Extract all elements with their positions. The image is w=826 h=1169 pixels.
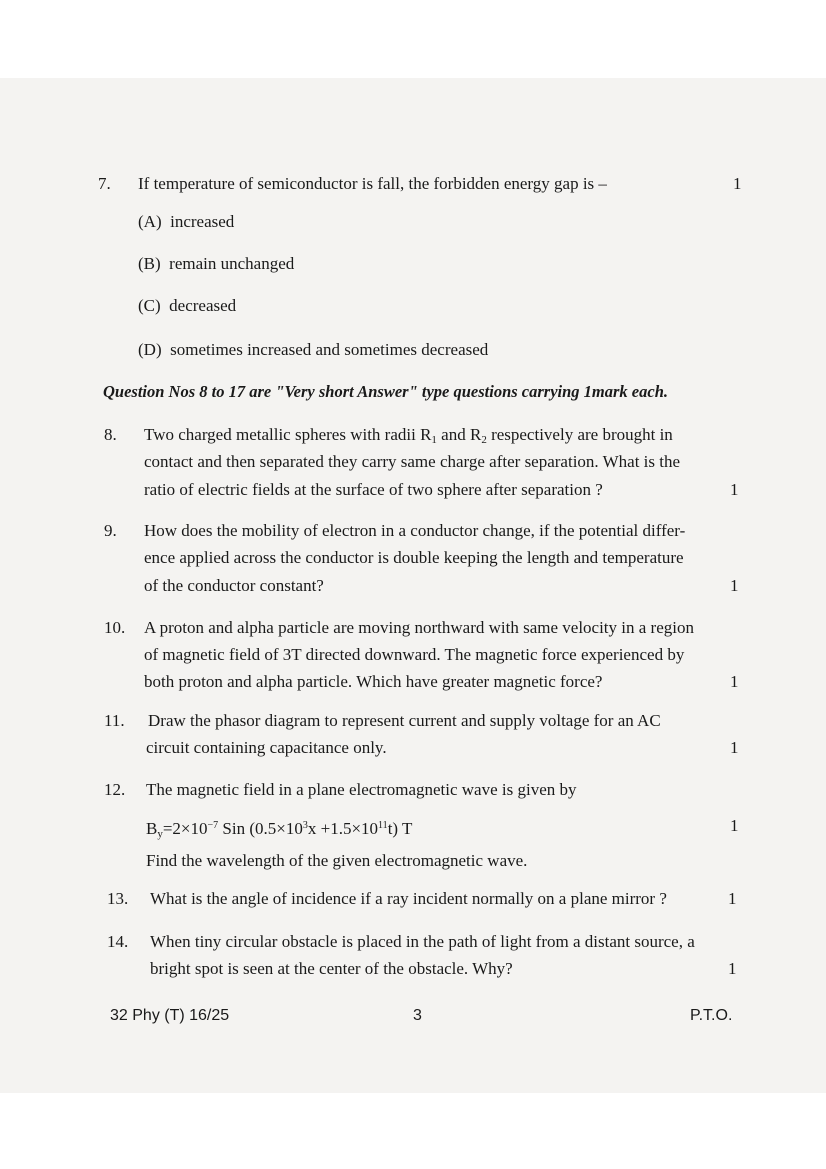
q14-mark: 1: [728, 959, 737, 978]
q10-line1: A proton and alpha particle are moving northward with same velocity in a region: [144, 618, 694, 637]
q7-option-b: [138, 254, 294, 274]
q13-line1: What is the angle of incidence if a ray incident normally on a plane mirror ?: [150, 889, 667, 908]
q8-number: 8.: [104, 425, 117, 444]
q11-line1: Draw the phasor diagram to represent current and supply voltage for an AC: [148, 711, 661, 730]
option-text: remain unchanged: [169, 254, 295, 273]
q12-number: 12.: [104, 780, 126, 799]
q12-mark: 1: [730, 816, 739, 835]
q7-number: 7.: [98, 174, 111, 193]
q10-line2: of magnetic field of 3T directed downward. The magnetic force experienced by: [144, 645, 685, 664]
q10-mark: 1: [730, 672, 739, 691]
eq-part: Sin (0.5×10: [218, 819, 303, 838]
option-label: (C): [138, 296, 161, 315]
r2-subscript: 2: [481, 434, 487, 446]
section-heading: Question Nos 8 to 17 are "Very short Answer" type questions carrying 1mark each.: [103, 382, 669, 401]
q12-line3: Find the wavelength of the given electromagnetic wave.: [146, 851, 528, 870]
q7-text: If temperature of semiconductor is fall, the forbidden energy gap is –: [138, 174, 607, 193]
q7-option-a: [138, 212, 234, 232]
eq-superscript: 3: [302, 820, 308, 831]
r1-subscript: 1: [431, 434, 437, 446]
q7-option-c: [138, 296, 236, 316]
q8-line3: ratio of electric fields at the surface of two sphere after separation ?: [144, 480, 603, 499]
q8-line1: [144, 425, 673, 450]
eq-superscript: 11: [378, 820, 388, 831]
q8-text-a: Two charged metallic spheres with radii R: [144, 425, 432, 444]
q9-number: 9.: [104, 521, 117, 540]
q9-line3: of the conductor constant?: [144, 576, 324, 595]
eq-symbol: B: [146, 819, 158, 838]
option-label: (B): [138, 254, 161, 273]
q11-mark: 1: [730, 738, 739, 757]
q12-equation: [146, 816, 412, 844]
eq-part: =2×10: [162, 819, 208, 838]
eq-part: t) T: [387, 819, 413, 838]
q14-number: 14.: [107, 932, 129, 951]
q10-number: 10.: [104, 618, 126, 637]
q14-line1: When tiny circular obstacle is placed in the path of light from a distant source, a: [150, 932, 695, 951]
q14-line2: bright spot is seen at the center of the obstacle. Why?: [150, 959, 513, 978]
q9-mark: 1: [730, 576, 739, 595]
q9-line2: ence applied across the conductor is double keeping the length and temperature: [144, 548, 684, 567]
q7-option-d: [138, 340, 488, 360]
paper-code: 32 Phy (T) 16/25: [110, 1007, 230, 1024]
q8-mark: 1: [730, 480, 739, 499]
option-label: (A): [138, 212, 162, 231]
q8-text-c: respectively are brought in: [486, 425, 673, 444]
q9-line1: How does the mobility of electron in a conductor change, if the potential differ-: [144, 521, 686, 540]
pto-label: P.T.O.: [690, 1007, 733, 1024]
q7-mark: 1: [733, 174, 742, 193]
option-text: decreased: [169, 296, 237, 315]
q10-line3: both proton and alpha particle. Which have greater magnetic force?: [144, 672, 603, 691]
eq-part: x +1.5×10: [307, 819, 379, 838]
q13-number: 13.: [107, 889, 129, 908]
q11-line2: circuit containing capacitance only.: [146, 738, 387, 757]
eq-subscript: y: [157, 828, 163, 840]
option-text: increased: [170, 212, 235, 231]
page-number: 3: [413, 1007, 422, 1024]
q12-line1: The magnetic field in a plane electromagnetic wave is given by: [146, 780, 577, 799]
q13-mark: 1: [728, 889, 737, 908]
option-label: (D): [138, 340, 162, 359]
eq-superscript: −7: [207, 820, 219, 831]
q11-number: 11.: [104, 711, 125, 730]
option-text: sometimes increased and sometimes decreased: [170, 340, 489, 359]
q8-text-b: and R: [436, 425, 482, 444]
q8-line2: contact and then separated they carry same charge after separation. What is the: [144, 452, 681, 471]
